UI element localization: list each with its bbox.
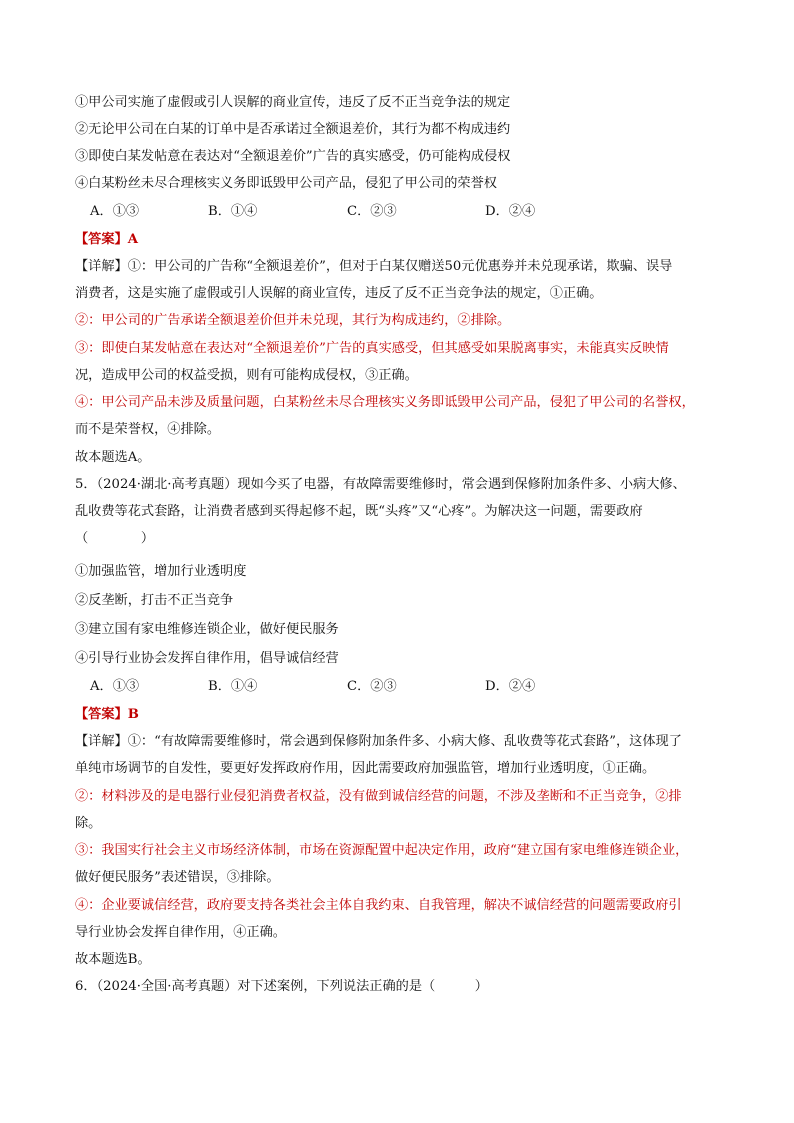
q4-detail-line-4: ③：即使白某发帖意在表达对“全额退差价”广告的真实感受，但其感受如果脱离事实，未能真实反映情: [75, 341, 669, 356]
q5-detail-line-3: ②：材料涉及的是电器行业侵犯消费者权益，没有做到诚信经营的问题，不涉及垄断和不正当竞争，②排: [75, 789, 682, 804]
q5-stem-line-2: 乱收费等花式套路，让消费者感到买得起修不起，既“头疼”又“心疼”。为解决这一问题，需要政府: [75, 504, 643, 519]
q5-detail-line-8: 导行业协会发挥自律作用，④正确。: [75, 925, 286, 940]
q5-detail-line-6: 做好便民服务”表述错误，③排除。: [75, 870, 280, 885]
q5-detail-line-2: 单纯市场调节的自发性，要更好发挥政府作用，因此需要政府加强监管，增加行业透明度，①正确。: [75, 761, 656, 776]
q4-detail-line-3: ②：甲公司的广告承诺全额退差价但并未兑现，其行为构成违约，②排除。: [75, 313, 511, 328]
q4-choices: [75, 203, 735, 221]
q4-answer: 【答案】A: [75, 232, 138, 247]
q5-statement-4: ④引导行业协会发挥自律作用，倡导诚信经营: [75, 651, 339, 666]
q5-detail-line-1: 【详解】①：“有故障需要维修时，常会遇到保修附加条件多、小病大修、乱收费等花式套路”，这体现了: [75, 734, 682, 749]
q4-choice-d: D．②④: [485, 204, 536, 219]
q4-statement-1: ①甲公司实施了虚假或引人误解的商业宣传，违反了反不正当竞争法的规定: [75, 95, 511, 110]
q5-choice-a: A．①③: [90, 679, 140, 694]
q4-detail-line-5: 况，造成甲公司的权益受损，则有可能构成侵权，③正确。: [75, 368, 418, 383]
q5-statement-3: ③建立国有家电维修连锁企业，做好便民服务: [75, 622, 339, 637]
q4-choice-b: B．①④: [208, 204, 258, 219]
q5-detail-line-4: 除。: [75, 816, 102, 831]
q5-answer: 【答案】B: [75, 707, 139, 722]
q4-choice-c: C．②③: [347, 204, 397, 219]
q5-statement-2: ②反垄断，打击不正当竞争: [75, 593, 234, 608]
q4-statement-3: ③即使白某发帖意在表达对“全额退差价”广告的真实感受，仍可能构成侵权: [75, 149, 511, 164]
q4-conclusion: 故本题选A。: [75, 450, 151, 465]
q4-detail-line-2: 消费者，这是实施了虚假或引人误解的商业宣传，违反了反不正当竞争法的规定，①正确。: [75, 286, 603, 301]
q4-detail-line-1: 【详解】①：甲公司的广告称“全额退差价”，但对于白某仅赠送50元优惠券并未兑现承诺，欺骗、误导: [75, 259, 673, 274]
q5-detail-line-7: ④：企业要诚信经营，政府要支持各类社会主体自我约束、自我管理，解决不诚信经营的问题需要政府引: [75, 898, 682, 913]
q5-choice-d: D．②④: [485, 679, 536, 694]
q4-detail-line-7: 而不是荣誉权，④排除。: [75, 422, 221, 437]
q5-conclusion: 故本题选B。: [75, 952, 151, 967]
q4-detail-line-6: ④：甲公司产品未涉及质量问题，白某粉丝未尽合理核实义务即诋毁甲公司产品，侵犯了甲公司的名誉权，: [75, 395, 695, 410]
q5-stem-blank: （ ）: [75, 531, 155, 546]
q5-stem-line-1: 5．（2024·湖北·高考真题）现如今买了电器，有故障需要维修时，常会遇到保修附加条件多、小病大修、: [75, 477, 686, 492]
q4-choice-a: A．①③: [90, 204, 140, 219]
q6-stem: 6．（2024·全国·高考真题）对下述案例，下列说法正确的是（ ）: [75, 979, 488, 994]
q5-statement-1: ①加强监管，增加行业透明度: [75, 564, 247, 579]
q5-choice-c: C．②③: [347, 679, 397, 694]
q5-choice-b: B．①④: [208, 679, 258, 694]
q5-detail-line-5: ③：我国实行社会主义市场经济体制，市场在资源配置中起决定作用，政府“建立国有家电维修连锁企业，: [75, 843, 689, 858]
q4-statement-2: ②无论甲公司在白某的订单中是否承诺过全额退差价，其行为都不构成违约: [75, 122, 511, 137]
q5-choices: [75, 678, 735, 696]
q4-statement-4: ④白某粉丝未尽合理核实义务即诋毁甲公司产品，侵犯了甲公司的荣誉权: [75, 176, 497, 191]
